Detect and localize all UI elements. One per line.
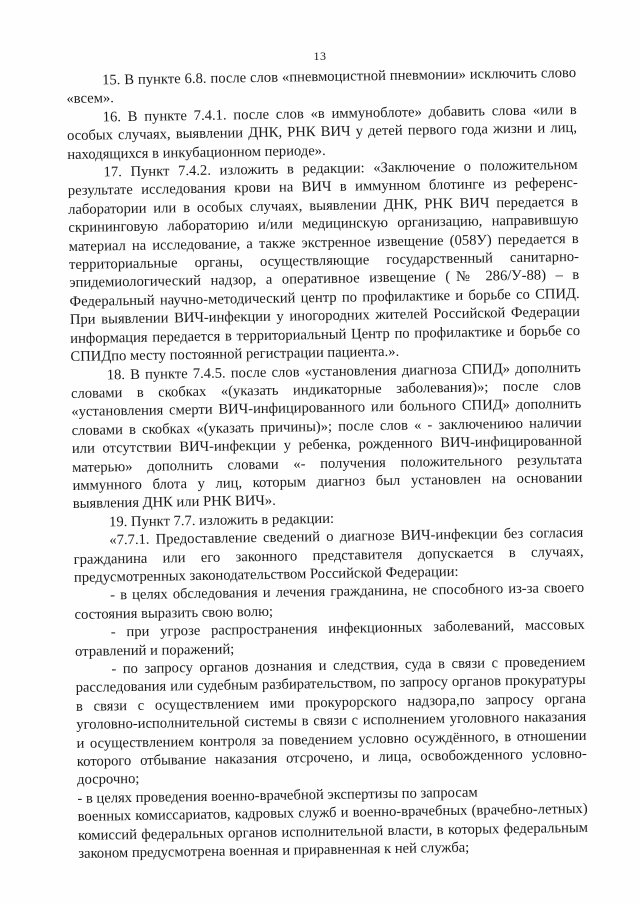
page-number: 13 xyxy=(313,49,327,63)
list-item-investigation-request: - по запросу органов дознания и следствия, суда в связи с проведением расследования или судебным разбирательством, по запросу органов прокуратуры в связи с осуществлением ими прокурорского надзора,по запросу органа уголовно-исполнительной системы в связи с исполнением уголовного наказания и осуществлением контроля за поведением условно осуждённого, в отношении которого отбывание наказания отсрочено, и лица, освобожденного условно-досрочно; xyxy=(75,653,587,789)
list-item-treatment: - в целях обследования и лечения гражданина, не способного из-за своего состояния выразить свою волю; xyxy=(74,580,585,623)
list-item-infection-threat: - при угрозе распространения инфекционных заболеваний, массовых отравлений и поражений; xyxy=(74,617,585,660)
paragraph-item-18: 18. В пункте 7.4.5. после слов «установления диагноза СПИД» дополнить словами в скобках «(указать индикаторные заболевания)»; после слов «установления смерти ВИЧ-инфицированного или больного СПИД» дополнить словами в скобках «(указать причины)»; после слов « - заключениюо наличии или отсутствии ВИЧ-инфекции у ребенка, рожденного ВИЧ-инфицированной матерью» дополнить словами «- получения положительного результата иммунного блота у лиц, которым диагноз был установлен на основании выявления ДНК или РНК ВИЧ». xyxy=(70,359,583,513)
paragraph-item-15: 15. В пункте 6.8. после слов «пневмоцистной пневмонии» исключить слово «всем». xyxy=(66,64,577,108)
paragraph-item-16: 16. В пункте 7.4.1. после слов «в иммуноблоте» добавить слова «или в особых случаях, выявлении ДНК, РНК ВИЧ у детей первого года жизни и лиц, находящихся в инкубационном периоде». xyxy=(66,101,578,163)
list-item-military-expertise: - в целях проведения военно-врачебной экспертизы по запросам xyxy=(77,784,478,807)
paragraph-military-commissariats: военных комиссариатов, кадровых служб и военно-врачебных (врачебно-летных) комиссий федеральных органов исполнительной власти, в которых федеральным законом предусмотрена военная и приравненная к ней служба; xyxy=(77,801,589,862)
paragraph-item-17: 17. Пункт 7.4.2. изложить в редакции: «Заключение о положительном результате исследования крови на ВИЧ в иммунном блотинге из референс-лаборатории или в особых случаях, выявлении ДНК, РНК ВИЧ передается в скрининговую лабораторию и/или медицинскую организацию, направившую материал на исследование, а также экстренное извещение (058У) передается в территориальные органы, осуществляющие государственный санитарно-эпидемиологический надзор, а оперативное извещение (№ 286/У-88) – в Федеральный научно-методический центр по профилактике и борьбе со СПИД. При выявлении ВИЧ-инфекции у иногородних жителей Российской Федерации информация передается в территориальный Центр по профилактике и борьбе со СПИДпо месту постоянной регистрации пациента.». xyxy=(67,157,581,366)
document-body xyxy=(66,64,588,863)
paragraph-7-7-1: «7.7.1. Предоставление сведений о диагнозе ВИЧ-инфекции без согласия гражданина или его законного представителя допускается в случаях, предусмотренных законодательством Российской Федерации: xyxy=(73,525,584,586)
paragraph-item-19: 19. Пункт 7.7. изложить в редакции: xyxy=(108,510,335,531)
